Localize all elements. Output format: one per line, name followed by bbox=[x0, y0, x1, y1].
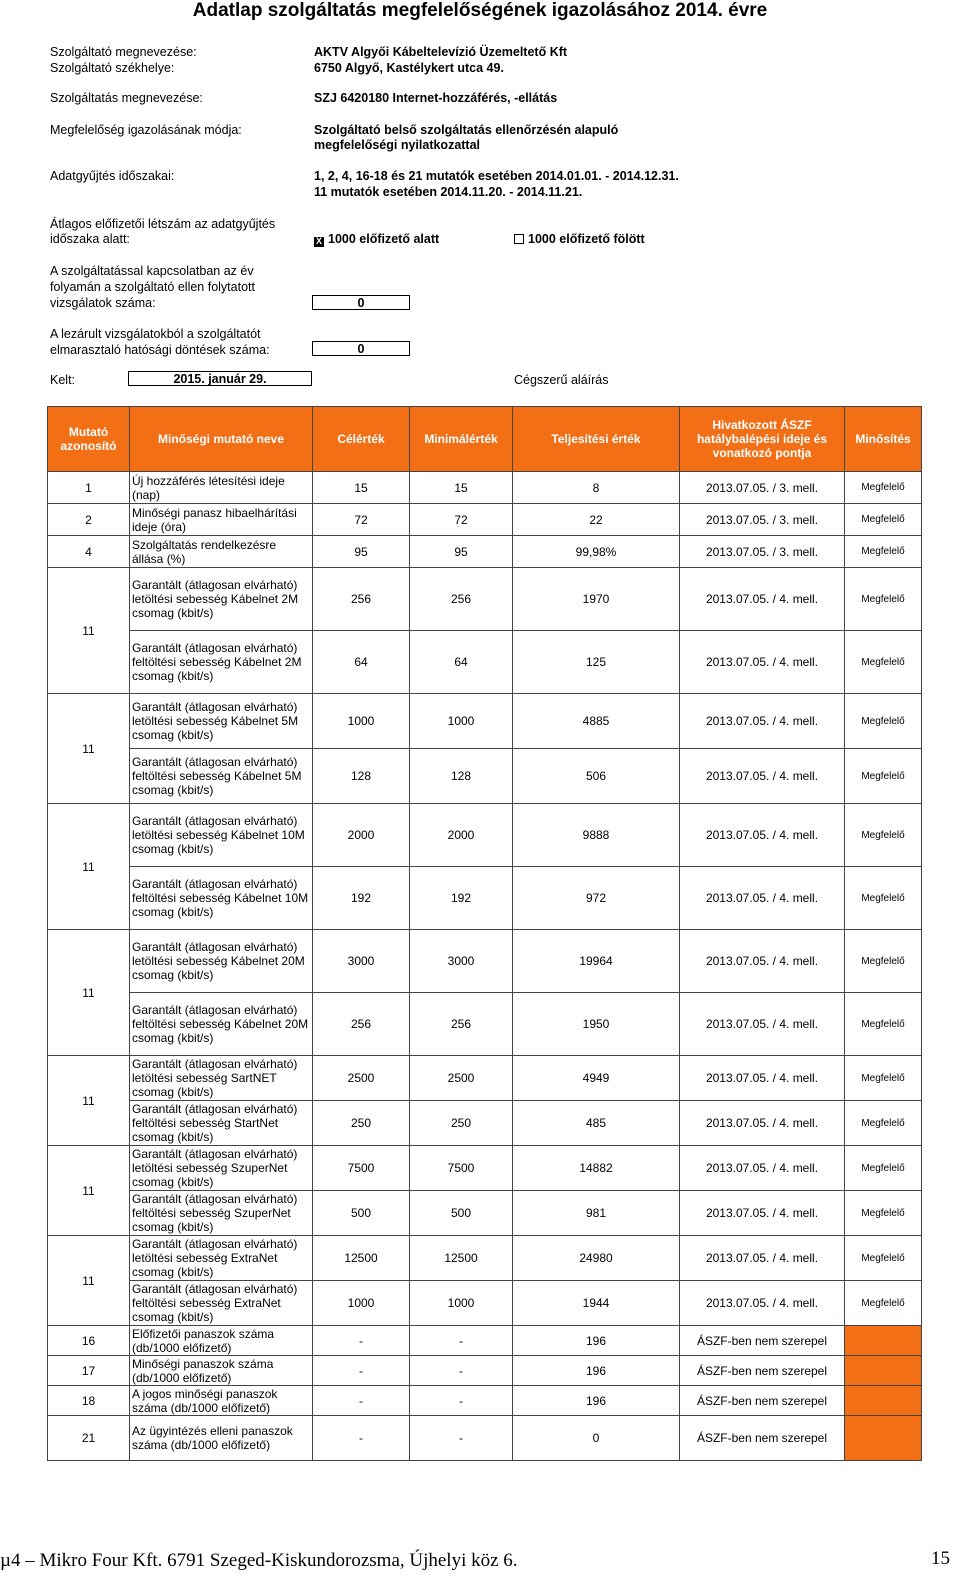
inspections-label-line2: folyamán a szolgáltató ellen folytatott bbox=[50, 280, 255, 294]
cell-reference: 2013.07.05. / 4. mell. bbox=[680, 694, 845, 749]
cell-actual-value: 22 bbox=[513, 504, 680, 536]
period-line2: 11 mutatók esetében 2014.11.20. - 2014.11.21. bbox=[314, 185, 583, 199]
cell-minimum-value: - bbox=[410, 1386, 513, 1416]
cell-indicator-id: 17 bbox=[48, 1356, 130, 1386]
cell-actual-value: 485 bbox=[513, 1101, 680, 1146]
cell-reference: 2013.07.05. / 4. mell. bbox=[680, 1281, 845, 1326]
cell-target-value: 15 bbox=[313, 472, 410, 504]
cell-target-value: 12500 bbox=[313, 1236, 410, 1281]
cell-minimum-value: 128 bbox=[410, 749, 513, 804]
method-line1: Szolgáltató belső szolgáltatás ellenőrzésén alapuló bbox=[314, 123, 619, 137]
option-under-label: 1000 előfizető alatt bbox=[328, 232, 440, 246]
cell-target-value: 64 bbox=[313, 631, 410, 694]
cell-minimum-value: 256 bbox=[410, 568, 513, 631]
cell-quality: Megfelelő bbox=[845, 1191, 922, 1236]
option-under-1000 bbox=[314, 231, 439, 247]
cell-reference: 2013.07.05. / 4. mell. bbox=[680, 1146, 845, 1191]
cell-quality bbox=[845, 1326, 922, 1356]
cell-quality: Megfelelő bbox=[845, 1056, 922, 1101]
decisions-label-line2: elmarasztaló hatósági döntések száma: bbox=[50, 343, 270, 357]
cell-minimum-value: 3000 bbox=[410, 930, 513, 993]
table-row bbox=[48, 1416, 922, 1461]
cell-indicator-name: Garantált (átlagosan elvárható) letöltési sebesség ExtraNet csomag (kbit/s) bbox=[130, 1236, 313, 1281]
cell-indicator-name: Garantált (átlagosan elvárható) feltöltési sebesség Kábelnet 5M csomag (kbit/s) bbox=[130, 749, 313, 804]
cell-reference: 2013.07.05. / 4. mell. bbox=[680, 1056, 845, 1101]
cell-reference: ÁSZF-ben nem szerepel bbox=[680, 1416, 845, 1461]
cell-indicator-id: 4 bbox=[48, 536, 130, 568]
option-over-label: 1000 előfizető fölött bbox=[528, 232, 645, 246]
cell-quality: Megfelelő bbox=[845, 472, 922, 504]
cell-indicator-name: Új hozzáférés létesítési ideje (nap) bbox=[130, 472, 313, 504]
cell-quality: Megfelelő bbox=[845, 930, 922, 993]
cell-quality: Megfelelő bbox=[845, 631, 922, 694]
table-row bbox=[48, 568, 922, 631]
provider-name-label: Szolgáltató megnevezése: bbox=[50, 45, 197, 59]
cell-minimum-value: 1000 bbox=[410, 1281, 513, 1326]
cell-reference: ÁSZF-ben nem szerepel bbox=[680, 1386, 845, 1416]
cell-indicator-id: 11 bbox=[48, 930, 130, 1056]
page-number: 15 bbox=[931, 1548, 950, 1569]
cell-quality: Megfelelő bbox=[845, 1281, 922, 1326]
cell-minimum-value: 1000 bbox=[410, 694, 513, 749]
cell-quality bbox=[845, 1416, 922, 1461]
table-row bbox=[48, 1356, 922, 1386]
cell-reference: 2013.07.05. / 3. mell. bbox=[680, 504, 845, 536]
cell-target-value: 7500 bbox=[313, 1146, 410, 1191]
quality-indicators-table bbox=[47, 406, 922, 1461]
cell-target-value: - bbox=[313, 1416, 410, 1461]
header-name: Minőségi mutató neve bbox=[130, 407, 313, 472]
cell-quality: Megfelelő bbox=[845, 993, 922, 1056]
signature-label: Cégszerű aláírás bbox=[514, 373, 609, 387]
decisions-label-line1: A lezárult vizsgálatokból a szolgáltatót bbox=[50, 327, 261, 341]
cell-indicator-name: Minőségi panaszok száma (db/1000 előfizető) bbox=[130, 1356, 313, 1386]
cell-actual-value: 125 bbox=[513, 631, 680, 694]
cell-target-value: - bbox=[313, 1386, 410, 1416]
cell-target-value: 250 bbox=[313, 1101, 410, 1146]
cell-reference: 2013.07.05. / 4. mell. bbox=[680, 993, 845, 1056]
table-row bbox=[48, 804, 922, 867]
service-value: SZJ 6420180 Internet-hozzáférés, -ellátás bbox=[314, 91, 558, 105]
cell-quality: Megfelelő bbox=[845, 804, 922, 867]
table-row bbox=[48, 1236, 922, 1281]
cell-indicator-id: 11 bbox=[48, 1236, 130, 1326]
cell-target-value: 72 bbox=[313, 504, 410, 536]
cell-quality: Megfelelő bbox=[845, 568, 922, 631]
cell-reference: 2013.07.05. / 4. mell. bbox=[680, 867, 845, 930]
cell-indicator-id: 11 bbox=[48, 1146, 130, 1236]
cell-actual-value: 981 bbox=[513, 1191, 680, 1236]
cell-minimum-value: - bbox=[410, 1356, 513, 1386]
table-row bbox=[48, 1386, 922, 1416]
cell-reference: 2013.07.05. / 3. mell. bbox=[680, 536, 845, 568]
cell-minimum-value: 2000 bbox=[410, 804, 513, 867]
cell-target-value: 192 bbox=[313, 867, 410, 930]
table-row bbox=[48, 1101, 922, 1146]
cell-target-value: 256 bbox=[313, 993, 410, 1056]
cell-actual-value: 972 bbox=[513, 867, 680, 930]
cell-reference: 2013.07.05. / 4. mell. bbox=[680, 1101, 845, 1146]
period-line1: 1, 2, 4, 16-18 és 21 mutatók esetében 2014.01.01. - 2014.12.31. bbox=[314, 169, 679, 183]
cell-indicator-id: 2 bbox=[48, 504, 130, 536]
cell-indicator-name: Garantált (átlagosan elvárható) feltöltési sebesség StartNet csomag (kbit/s) bbox=[130, 1101, 313, 1146]
table-row bbox=[48, 749, 922, 804]
cell-indicator-id: 18 bbox=[48, 1386, 130, 1416]
cell-reference: ÁSZF-ben nem szerepel bbox=[680, 1356, 845, 1386]
period-label: Adatgyűjtés időszakai: bbox=[50, 169, 175, 183]
table-row bbox=[48, 1281, 922, 1326]
provider-seat: 6750 Algyő, Kastélykert utca 49. bbox=[314, 61, 504, 75]
cell-actual-value: 8 bbox=[513, 472, 680, 504]
cell-indicator-name: Minőségi panasz hibaelhárítási ideje (óra) bbox=[130, 504, 313, 536]
method-line2: megfelelőségi nyilatkozattal bbox=[314, 138, 481, 152]
header-id: Mutató azonosító bbox=[48, 407, 130, 472]
cell-target-value: 3000 bbox=[313, 930, 410, 993]
inspections-value-box: 0 bbox=[312, 295, 410, 310]
header-target: Célérték bbox=[313, 407, 410, 472]
cell-actual-value: 4885 bbox=[513, 694, 680, 749]
cell-indicator-id: 16 bbox=[48, 1326, 130, 1356]
cell-indicator-name: Garantált (átlagosan elvárható) letöltési sebesség SartNET csomag (kbit/s) bbox=[130, 1056, 313, 1101]
table-row bbox=[48, 1191, 922, 1236]
table-header-row bbox=[48, 407, 922, 472]
cell-minimum-value: 500 bbox=[410, 1191, 513, 1236]
method-label: Megfelelőség igazolásának módja: bbox=[50, 123, 242, 137]
cell-quality bbox=[845, 1356, 922, 1386]
cell-reference: 2013.07.05. / 4. mell. bbox=[680, 749, 845, 804]
table-row bbox=[48, 536, 922, 568]
cell-reference: 2013.07.05. / 3. mell. bbox=[680, 472, 845, 504]
table-row bbox=[48, 867, 922, 930]
cell-minimum-value: 64 bbox=[410, 631, 513, 694]
table-row bbox=[48, 694, 922, 749]
cell-quality: Megfelelő bbox=[845, 867, 922, 930]
cell-indicator-name: Garantált (átlagosan elvárható) feltöltési sebesség Kábelnet 10M csomag (kbit/s) bbox=[130, 867, 313, 930]
cell-actual-value: 4949 bbox=[513, 1056, 680, 1101]
cell-target-value: 500 bbox=[313, 1191, 410, 1236]
cell-target-value: - bbox=[313, 1326, 410, 1356]
cell-indicator-id: 21 bbox=[48, 1416, 130, 1461]
subscribers-label-line2: időszaka alatt: bbox=[50, 232, 130, 246]
cell-quality: Megfelelő bbox=[845, 749, 922, 804]
cell-indicator-name: Az ügyintézés elleni panaszok száma (db/1000 előfizető) bbox=[130, 1416, 313, 1461]
table-row bbox=[48, 631, 922, 694]
cell-target-value: 128 bbox=[313, 749, 410, 804]
option-over-1000 bbox=[514, 231, 645, 247]
service-label: Szolgáltatás megnevezése: bbox=[50, 91, 203, 105]
cell-target-value: 256 bbox=[313, 568, 410, 631]
cell-actual-value: 1950 bbox=[513, 993, 680, 1056]
cell-target-value: 2000 bbox=[313, 804, 410, 867]
cell-quality bbox=[845, 1386, 922, 1416]
header-reference: Hivatkozott ÁSZF hatálybalépési ideje és vonatkozó pontja bbox=[680, 407, 845, 472]
cell-reference: ÁSZF-ben nem szerepel bbox=[680, 1326, 845, 1356]
cell-indicator-name: Garantált (átlagosan elvárható) letöltési sebesség Kábelnet 10M csomag (kbit/s) bbox=[130, 804, 313, 867]
cell-indicator-id: 11 bbox=[48, 694, 130, 804]
cell-actual-value: 9888 bbox=[513, 804, 680, 867]
header-actual: Teljesítési érték bbox=[513, 407, 680, 472]
table-row bbox=[48, 1056, 922, 1101]
cell-minimum-value: - bbox=[410, 1416, 513, 1461]
cell-indicator-name: Szolgáltatás rendelkezésre állása (%) bbox=[130, 536, 313, 568]
cell-reference: 2013.07.05. / 4. mell. bbox=[680, 631, 845, 694]
cell-target-value: 1000 bbox=[313, 694, 410, 749]
provider-name: AKTV Algyői Kábeltelevízió Üzemeltető Kft bbox=[314, 45, 568, 59]
cell-actual-value: 19964 bbox=[513, 930, 680, 993]
cell-reference: 2013.07.05. / 4. mell. bbox=[680, 804, 845, 867]
inspections-label-line1: A szolgáltatással kapcsolatban az év bbox=[50, 264, 254, 278]
cell-indicator-name: Garantált (átlagosan elvárható) feltöltési sebesség Kábelnet 2M csomag (kbit/s) bbox=[130, 631, 313, 694]
cell-indicator-name: Garantált (átlagosan elvárható) feltöltési sebesség ExtraNet csomag (kbit/s) bbox=[130, 1281, 313, 1326]
cell-minimum-value: 192 bbox=[410, 867, 513, 930]
cell-quality: Megfelelő bbox=[845, 1236, 922, 1281]
cell-actual-value: 24980 bbox=[513, 1236, 680, 1281]
cell-actual-value: 0 bbox=[513, 1416, 680, 1461]
cell-reference: 2013.07.05. / 4. mell. bbox=[680, 1191, 845, 1236]
cell-actual-value: 506 bbox=[513, 749, 680, 804]
checked-checkbox-icon: X bbox=[315, 236, 322, 246]
unchecked-checkbox-icon bbox=[514, 234, 524, 244]
table-row bbox=[48, 1146, 922, 1191]
cell-quality: Megfelelő bbox=[845, 1146, 922, 1191]
cell-indicator-name: A jogos minőségi panaszok száma (db/1000 előfizető) bbox=[130, 1386, 313, 1416]
cell-indicator-id: 11 bbox=[48, 568, 130, 694]
decisions-value-box: 0 bbox=[312, 341, 410, 356]
cell-indicator-name: Előfizetői panaszok száma (db/1000 előfizető) bbox=[130, 1326, 313, 1356]
cell-indicator-name: Garantált (átlagosan elvárható) letöltési sebesség Kábelnet 20M csomag (kbit/s) bbox=[130, 930, 313, 993]
cell-indicator-id: 11 bbox=[48, 1056, 130, 1146]
table-row bbox=[48, 930, 922, 993]
cell-minimum-value: 250 bbox=[410, 1101, 513, 1146]
provider-seat-label: Szolgáltató székhelye: bbox=[50, 61, 175, 75]
table-row bbox=[48, 504, 922, 536]
cell-indicator-name: Garantált (átlagosan elvárható) letöltési sebesség Kábelnet 2M csomag (kbit/s) bbox=[130, 568, 313, 631]
table-row bbox=[48, 1326, 922, 1356]
table-row bbox=[48, 472, 922, 504]
cell-minimum-value: - bbox=[410, 1326, 513, 1356]
cell-quality: Megfelelő bbox=[845, 504, 922, 536]
cell-target-value: 1000 bbox=[313, 1281, 410, 1326]
cell-actual-value: 99,98% bbox=[513, 536, 680, 568]
date-label: Kelt: bbox=[50, 373, 76, 387]
header-minimum: Minimálérték bbox=[410, 407, 513, 472]
cell-indicator-name: Garantált (átlagosan elvárható) feltöltési sebesség SzuperNet csomag (kbit/s) bbox=[130, 1191, 313, 1236]
cell-quality: Megfelelő bbox=[845, 1101, 922, 1146]
cell-reference: 2013.07.05. / 4. mell. bbox=[680, 930, 845, 993]
cell-actual-value: 196 bbox=[513, 1386, 680, 1416]
cell-minimum-value: 12500 bbox=[410, 1236, 513, 1281]
cell-actual-value: 14882 bbox=[513, 1146, 680, 1191]
cell-indicator-id: 1 bbox=[48, 472, 130, 504]
document-title: Adatlap szolgáltatás megfelelőségének igazolásához 2014. évre bbox=[192, 0, 768, 21]
cell-minimum-value: 7500 bbox=[410, 1146, 513, 1191]
cell-quality: Megfelelő bbox=[845, 694, 922, 749]
subscribers-label-line1: Átlagos előfizetői létszám az adatgyűjtés bbox=[50, 217, 276, 231]
date-value-box: 2015. január 29. bbox=[128, 371, 312, 386]
cell-target-value: - bbox=[313, 1356, 410, 1386]
cell-minimum-value: 95 bbox=[410, 536, 513, 568]
cell-indicator-name: Garantált (átlagosan elvárható) letöltési sebesség Kábelnet 5M csomag (kbit/s) bbox=[130, 694, 313, 749]
header-quality: Minősítés bbox=[845, 407, 922, 472]
inspections-label-line3: vizsgálatok száma: bbox=[50, 296, 156, 310]
cell-minimum-value: 2500 bbox=[410, 1056, 513, 1101]
cell-target-value: 2500 bbox=[313, 1056, 410, 1101]
footer-text: µ4 – Mikro Four Kft. 6791 Szeged-Kiskundorozsma, Újhelyi köz 6. bbox=[0, 1550, 518, 1571]
cell-actual-value: 196 bbox=[513, 1326, 680, 1356]
cell-minimum-value: 256 bbox=[410, 993, 513, 1056]
cell-actual-value: 1970 bbox=[513, 568, 680, 631]
cell-indicator-name: Garantált (átlagosan elvárható) feltöltési sebesség Kábelnet 20M csomag (kbit/s) bbox=[130, 993, 313, 1056]
cell-reference: 2013.07.05. / 4. mell. bbox=[680, 568, 845, 631]
cell-actual-value: 196 bbox=[513, 1356, 680, 1386]
table-row bbox=[48, 993, 922, 1056]
cell-target-value: 95 bbox=[313, 536, 410, 568]
cell-quality: Megfelelő bbox=[845, 536, 922, 568]
cell-actual-value: 1944 bbox=[513, 1281, 680, 1326]
cell-indicator-id: 11 bbox=[48, 804, 130, 930]
cell-indicator-name: Garantált (átlagosan elvárható) letöltési sebesség SzuperNet csomag (kbit/s) bbox=[130, 1146, 313, 1191]
cell-reference: 2013.07.05. / 4. mell. bbox=[680, 1236, 845, 1281]
cell-minimum-value: 72 bbox=[410, 504, 513, 536]
cell-minimum-value: 15 bbox=[410, 472, 513, 504]
